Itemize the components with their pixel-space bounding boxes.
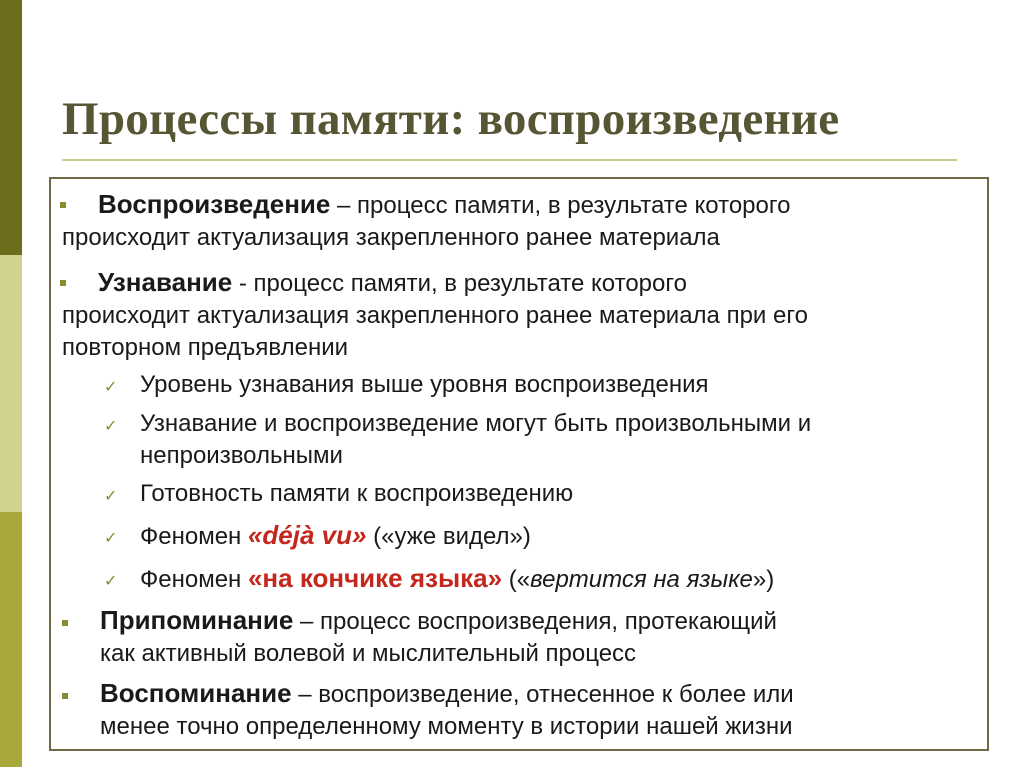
accent-phrase: «на кончике языка»	[247, 563, 503, 593]
sub-item-suffix: («	[502, 566, 531, 593]
checkmark-icon: ✓	[104, 488, 118, 505]
term: Воспроизведение	[98, 189, 331, 219]
sub-item-line: непроизвольными	[140, 442, 343, 469]
definition: – воспроизведение, отнесенное к более или	[291, 681, 794, 708]
sub-item-line: Узнавание и воспроизведение могут быть произвольными и	[140, 410, 812, 437]
title-underline	[62, 159, 957, 161]
checkmark-icon: ✓	[104, 418, 118, 435]
definition-cont: повторном предъявлении	[62, 334, 349, 361]
definition-cont: происходит актуализация закрепленного ранее материала при его	[62, 302, 808, 329]
sub-item-deja-vu	[140, 519, 531, 553]
term: Припоминание	[100, 605, 294, 635]
square-bullet-icon	[62, 693, 68, 699]
accent-phrase: «déjà vu»	[247, 520, 367, 550]
square-bullet-icon	[62, 620, 68, 626]
term: Воспоминание	[100, 678, 292, 708]
square-bullet-icon	[60, 280, 66, 286]
list-item-recognition	[62, 266, 808, 364]
sidebar-stripe-middle	[0, 255, 22, 512]
sidebar-stripe-bottom	[0, 512, 22, 767]
checkmark-icon: ✓	[104, 379, 118, 396]
list-item-reproduction	[62, 188, 790, 254]
sub-item-suffix-italic: вертится на языке	[530, 566, 753, 593]
sub-item: Готовность памяти к воспроизведению	[140, 480, 574, 507]
definition: – процесс памяти, в результате которого	[330, 192, 791, 219]
definition: – процесс воспроизведения, протекающий	[293, 608, 777, 635]
sub-item-prefix: Феномен	[140, 566, 248, 593]
sub-item	[140, 408, 811, 472]
sub-item-tip-of-tongue	[140, 562, 774, 596]
checkmark-icon: ✓	[104, 530, 118, 547]
definition-cont: происходит актуализация закрепленного ранее материала	[62, 224, 720, 251]
sidebar-stripe-top	[0, 0, 22, 255]
slide-title: Процессы памяти: воспроизведение	[62, 93, 840, 145]
checkmark-icon: ✓	[104, 573, 118, 590]
term: Узнавание	[98, 267, 233, 297]
list-item-recollection	[100, 604, 777, 670]
list-item-reminiscence	[100, 677, 794, 743]
definition: - процесс памяти, в результате которого	[232, 270, 687, 297]
sub-item: Уровень узнавания выше уровня воспроизведения	[140, 371, 709, 398]
square-bullet-icon	[60, 202, 66, 208]
definition-cont: менее точно определенному моменту в истории нашей жизни	[100, 713, 793, 740]
sub-item-suffix: »)	[752, 566, 775, 593]
sub-item-prefix: Феномен	[140, 523, 248, 550]
sub-item-suffix: («уже видел»)	[366, 523, 531, 550]
definition-cont: как активный волевой и мыслительный процесс	[100, 640, 637, 667]
